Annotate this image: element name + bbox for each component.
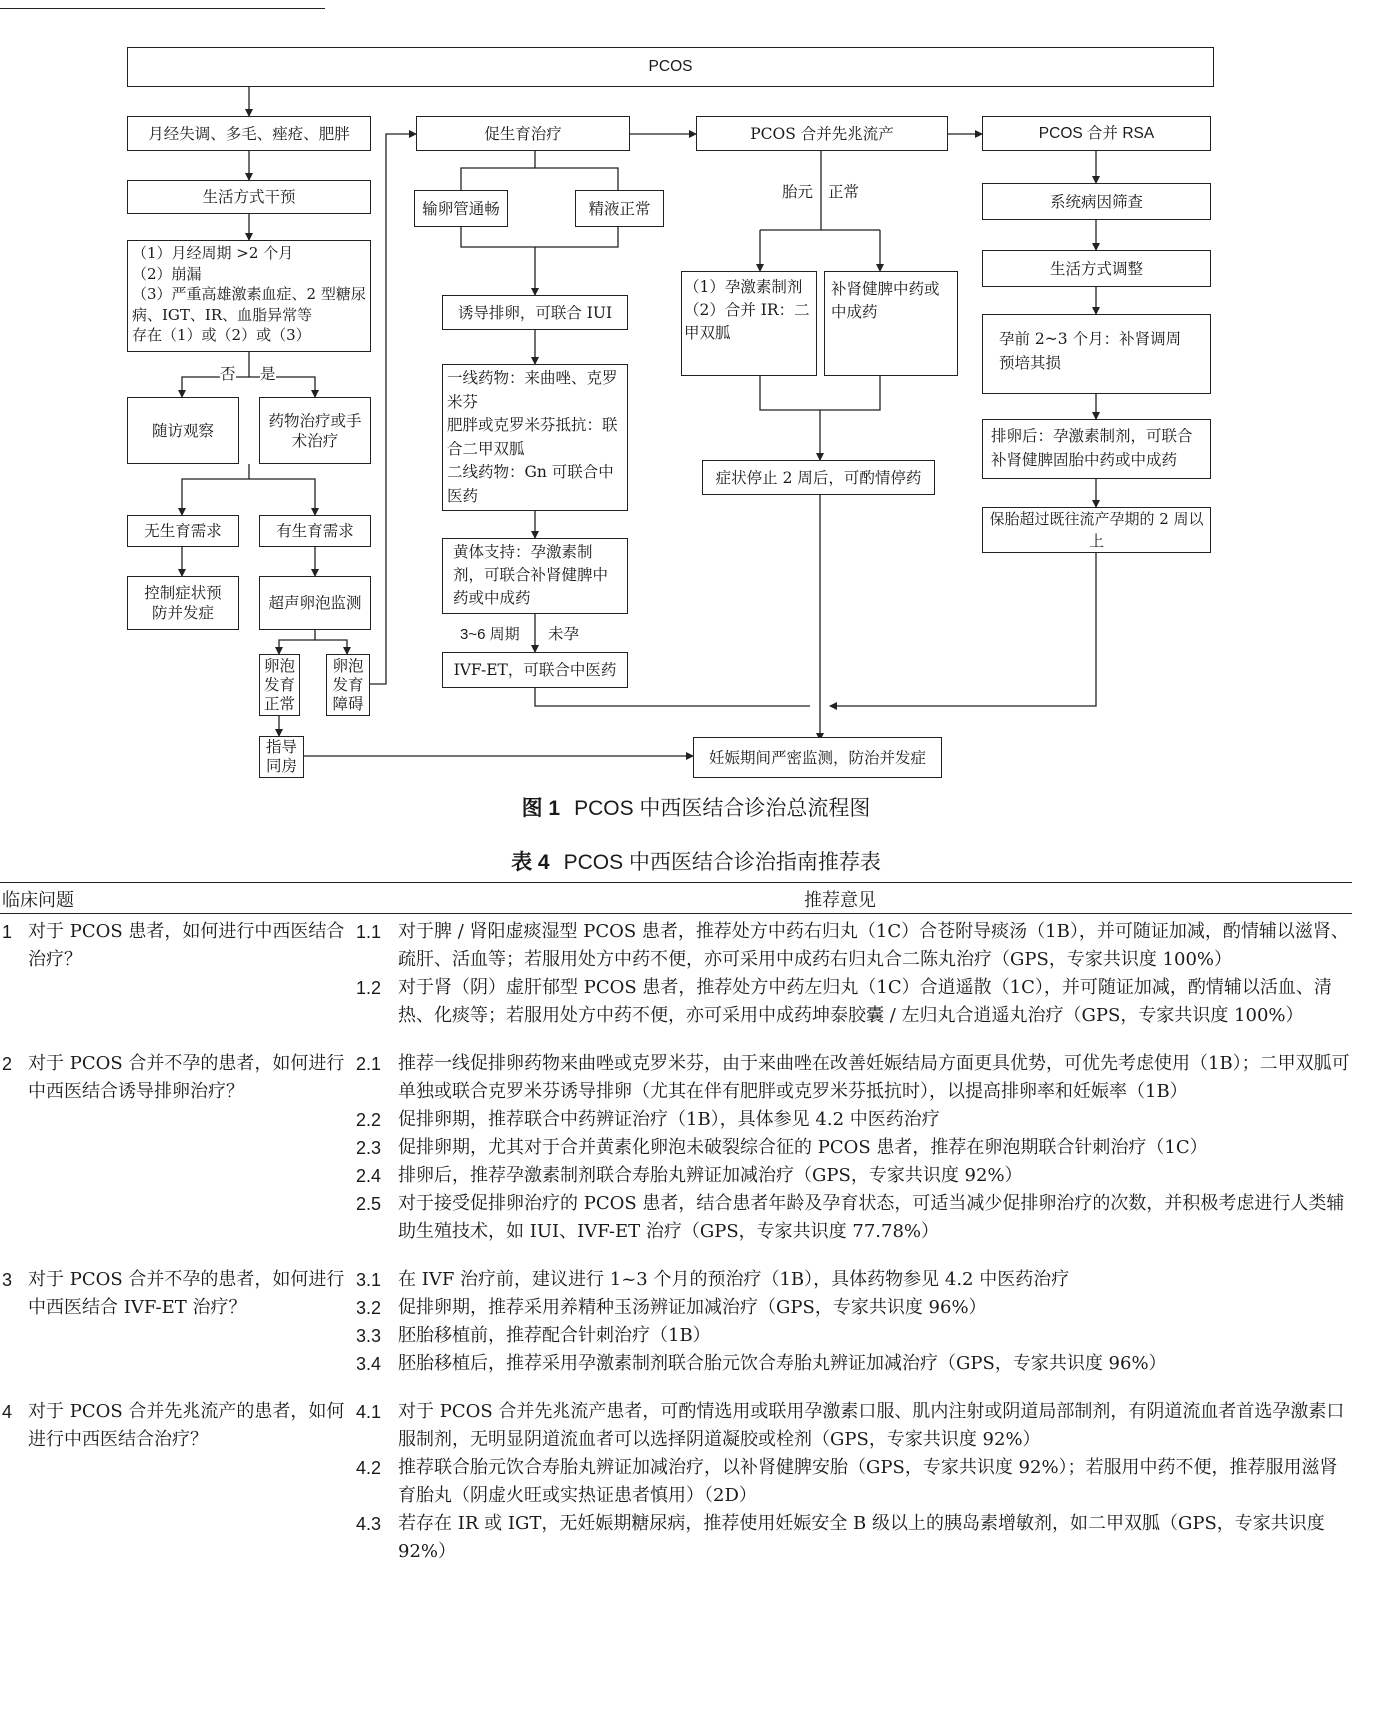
rec-text: 促排卵期，推荐采用养精种玉汤辨证加减治疗（GPS，专家共识度 96%） — [398, 1297, 987, 1318]
question-text: 对于 PCOS 患者，如何进行中西医结合治疗？ — [28, 921, 345, 970]
rec-text: 对于接受促排卵治疗的 PCOS 患者，结合患者年龄及孕育状态，可适当减少促排卵治疗的次数，并积极考虑进行人类辅助生殖技术，如 IUI、IVF-ET 治疗（GPS，专家共识度 77.78%） — [398, 1193, 1345, 1242]
luteal-box: 黄体支持：孕激素制剂，可联合补肾健脾中药或中成药 — [442, 538, 628, 614]
ivf-box: IVF-ET，可联合中医药 — [442, 652, 628, 688]
table-body — [0, 918, 1352, 1586]
rec-number: 1.2 — [356, 978, 382, 998]
criteria-box — [127, 240, 371, 352]
rec-number: 4.3 — [356, 1514, 382, 1534]
keep-box: 保胎超过既往流产孕期的 2 周以上 — [982, 507, 1211, 553]
table-header — [0, 882, 1352, 914]
rec-number: 2.4 — [356, 1166, 382, 1186]
rec-number: 3.4 — [356, 1354, 382, 1374]
rec-text: 在 IVF 治疗前，建议进行 1~3 个月的预治疗（1B），具体药物参见 4.2 中医药治疗 — [398, 1269, 1070, 1290]
rec-number: 3.3 — [356, 1326, 382, 1346]
progesterone-line-2: （2）合并 IR：二甲双胍 — [684, 301, 810, 342]
progesterone-box — [681, 271, 817, 376]
rsa-lifestyle-box: 生活方式调整 — [982, 250, 1211, 287]
rec-number: 2.1 — [356, 1054, 382, 1074]
drugs-line-2: 肥胖或克罗米芬抵抗：联合二甲双胍 — [447, 416, 618, 458]
table-row — [0, 918, 1352, 1030]
pcos-box: PCOS — [127, 47, 1214, 87]
semen-box: 精液正常 — [575, 190, 664, 227]
fertility-box: 促生育治疗 — [416, 116, 630, 151]
rec-number: 4.2 — [356, 1458, 382, 1478]
rec-text: 排卵后，推荐孕激素制剂联合寿胎丸辨证加减治疗（GPS，专家共识度 92%） — [398, 1165, 1023, 1186]
cycles-label: 3~6 周期 — [460, 623, 520, 644]
question-number: 4 — [2, 1402, 13, 1422]
rec-number: 2.5 — [356, 1194, 382, 1214]
question-text: 对于 PCOS 合并不孕的患者，如何进行中西医结合诱导排卵治疗？ — [28, 1053, 345, 1102]
rsa-box: PCOS 合并 RSA — [982, 116, 1211, 151]
rec-number: 3.2 — [356, 1298, 382, 1318]
follow-up-box: 随访观察 — [127, 397, 239, 464]
no-fertility-box: 无生育需求 — [127, 515, 239, 547]
rec-text: 胚胎移植后，推荐采用孕激素制剂联合胎元饮合寿胎丸辨证加减治疗（GPS，专家共识度 96%） — [398, 1353, 1167, 1374]
rec-text: 若存在 IR 或 IGT，无妊娠期糖尿病，推荐使用妊娠安全 B 级以上的胰岛素增敏剂，如二甲双胍（GPS，专家共识度 92%） — [398, 1513, 1325, 1562]
drug-surgery-box: 药物治疗或手术治疗 — [259, 397, 371, 464]
rec-number: 2.3 — [356, 1138, 382, 1158]
header-question: 临床问题 — [2, 890, 74, 911]
question-text: 对于 PCOS 合并先兆流产的患者，如何进行中西医结合治疗？ — [28, 1401, 345, 1450]
abortion-tcm-box: 补肾健脾中药或中成药 — [824, 271, 958, 376]
rec-text: 对于脾 / 肾阳虚痰湿型 PCOS 患者，推荐处方中药右归丸（1C）合苍附导痰汤（1B），并可随证加减，酌情辅以滋肾、疏肝、活血等；若服用处方中药不便，亦可采用中成药右归丸合二陈丸治疗（GPS，专家共识度 100%） — [398, 921, 1349, 970]
lifestyle-box: 生活方式干预 — [127, 180, 371, 214]
table-row — [0, 1398, 1352, 1566]
symptoms-box: 月经失调、多毛、痤疮、肥胖 — [127, 116, 371, 151]
drugs-line-3: 二线药物：Gn 可联合中医药 — [447, 463, 614, 505]
rec-number: 4.1 — [356, 1402, 382, 1422]
no-label: 否 — [220, 362, 236, 384]
fetus-label: 胎元 — [782, 180, 813, 202]
figure-title: PCOS 中西医结合诊治总流程图 — [574, 797, 871, 820]
table-label: 表 4 — [511, 851, 550, 874]
figure-label: 图 1 — [521, 797, 561, 820]
induce-box: 诱导排卵，可联合 IUI — [442, 295, 628, 330]
drugs-line-1: 一线药物：来曲唑、克罗米芬 — [447, 369, 618, 411]
rec-number: 2.2 — [356, 1110, 382, 1130]
normal-label: 正常 — [828, 180, 859, 202]
drugs-box — [442, 364, 628, 511]
tube-box: 输卵管通畅 — [414, 190, 508, 227]
criteria-line-3: （3）严重高雄激素血症、2 型糖尿病、IGT、IR、血脂异常等 — [132, 285, 366, 324]
table-row — [0, 1050, 1352, 1246]
question-number: 1 — [2, 922, 13, 942]
has-fertility-box: 有生育需求 — [259, 515, 371, 547]
ultrasound-box: 超声卵泡监测 — [259, 576, 371, 630]
rec-text: 对于 PCOS 合并先兆流产患者，可酌情选用或联用孕激素口服、肌内注射或阴道局部制剂，有阴道流血者首选孕激素口服制剂，无明显阴道流血者可以选择阴道凝胶或栓剂（GPS，专家共识度 92%） — [398, 1401, 1345, 1450]
preconception-box: 孕前 2~3 个月：补肾调周预培其损 — [982, 314, 1211, 394]
table-title: PCOS 中西医结合诊治指南推荐表 — [563, 851, 881, 874]
question-text: 对于 PCOS 合并不孕的患者，如何进行中西医结合 IVF-ET 治疗？ — [28, 1269, 345, 1318]
rec-text: 对于肾（阴）虚肝郁型 PCOS 患者，推荐处方中药左归丸（1C）合逍遥散（1C），并可随证加减，酌情辅以活血、清热、化痰等；若服用处方中药不便，亦可采用中成药坤泰胶囊 / 左归丸合逍遥丸治疗（GPS，专家共识度 100%） — [398, 977, 1332, 1026]
follicle-disorder-box: 卵泡发育障碍 — [326, 654, 370, 716]
question-number: 3 — [2, 1270, 13, 1290]
rec-text: 推荐联合胎元饮合寿胎丸辨证加减治疗，以补肾健脾安胎（GPS，专家共识度 92%）；若服用中药不便，推荐服用滋肾育胎丸（阴虚火旺或实热证患者慎用）（2D） — [398, 1457, 1338, 1506]
stop-box: 症状停止 2 周后，可酌情停药 — [702, 460, 935, 495]
criteria-line-1: （1）月经周期 >2 个月 — [132, 244, 294, 262]
abortion-box: PCOS 合并先兆流产 — [696, 116, 948, 151]
post-ovulation-box: 排卵后：孕激素制剂，可联合补肾健脾固胎中药或中成药 — [982, 419, 1211, 479]
table-caption — [0, 846, 1392, 876]
control-box: 控制症状预防并发症 — [127, 576, 239, 630]
rec-number: 3.1 — [356, 1270, 382, 1290]
header-recommendation: 推荐意见 — [804, 890, 876, 911]
screen-box: 系统病因筛查 — [982, 183, 1211, 220]
end-box: 妊娠期间严密监测，防治并发症 — [693, 737, 942, 778]
table-row — [0, 1266, 1352, 1378]
rec-number: 1.1 — [356, 922, 382, 942]
criteria-line-4: 存在（1）或（2）或（3） — [132, 326, 311, 344]
rec-text: 促排卵期，推荐联合中药辨证治疗（1B），具体参见 4.2 中医药治疗 — [398, 1109, 940, 1130]
not-pregnant-label: 未孕 — [548, 622, 579, 644]
yes-label: 是 — [260, 362, 276, 384]
figure-caption — [0, 792, 1392, 822]
progesterone-line-1: （1）孕激素制剂 — [684, 278, 803, 296]
rec-text: 促排卵期，尤其对于合并黄素化卵泡未破裂综合征的 PCOS 患者，推荐在卵泡期联合针刺治疗（1C） — [398, 1137, 1208, 1158]
rec-text: 推荐一线促排卵药物来曲唑或克罗米芬，由于来曲唑在改善妊娠结局方面更具优势，可优先考虑使用（1B）；二甲双胍可单独或联合克罗米芬诱导排卵（尤其在伴有肥胖或克罗米芬抵抗时），以提高排卵率和妊娠率（1B） — [398, 1053, 1350, 1102]
guide-box: 指导同房 — [259, 736, 304, 778]
question-number: 2 — [2, 1054, 13, 1074]
follicle-normal-box: 卵泡发育正常 — [259, 654, 300, 716]
criteria-line-2: （2）崩漏 — [132, 264, 202, 283]
rec-text: 胚胎移植前，推荐配合针刺治疗（1B） — [398, 1325, 711, 1346]
